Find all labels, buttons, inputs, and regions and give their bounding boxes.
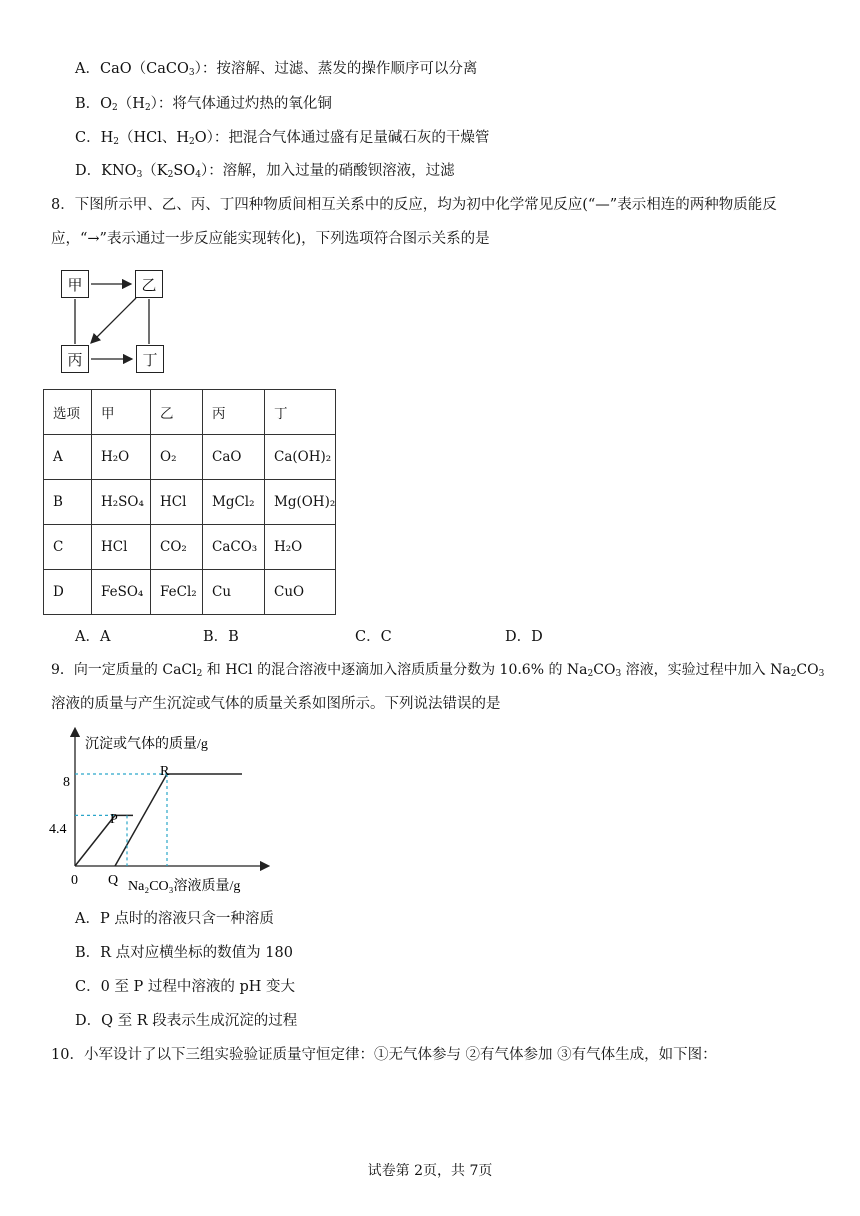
q8-answer-b: B．B xyxy=(203,629,239,645)
table-cell: H₂O xyxy=(92,435,151,480)
header-cell: 选项 xyxy=(44,390,92,435)
x-axis-label: Na₂CO₃溶液质量/g xyxy=(128,879,241,894)
table-cell: CaCO₃ xyxy=(203,525,265,570)
origin-label: 0 xyxy=(71,873,78,888)
table-row xyxy=(44,435,336,480)
node-ding: 丁 xyxy=(136,345,164,373)
q7-option-d: D．$KNO_3(K_2SO_4)$：溶解，加入过量的硝酸钡溶液，过滤 xyxy=(75,163,455,180)
table-cell: C xyxy=(44,525,92,570)
table-cell: CuO xyxy=(265,570,336,615)
q9-stem-line1: 9．向一定质量的 CaCl$_2$ 和 HCl 的混合溶液中逐滴加入溶质质量分数为 10.6% 的 $Na_2CO_3$ 溶液，实验过程中加入 $Na_2CO_3$ xyxy=(51,662,825,679)
table-cell: A xyxy=(44,435,92,480)
q9-option-b: B．R 点对应横坐标的数值为 180 xyxy=(75,945,293,961)
point-label-p: P xyxy=(110,812,118,827)
y-tick-8: 8 xyxy=(63,775,70,790)
table-cell: FeCl₂ xyxy=(151,570,203,615)
point-label-r: R xyxy=(160,764,170,779)
header-cell: 丙 xyxy=(203,390,265,435)
q8-answer-c: C．C xyxy=(355,629,392,645)
point-label-q: Q xyxy=(108,873,119,888)
q8-relation-diagram xyxy=(0,0,200,390)
table-cell: HCl xyxy=(151,480,203,525)
header-cell: 乙 xyxy=(151,390,203,435)
series-1-segment xyxy=(115,774,167,866)
table-cell: Mg(OH)₂ xyxy=(265,480,336,525)
table-header-row xyxy=(44,390,336,435)
q9-option-a: A．P 点时的溶液只含一种溶质 xyxy=(75,911,274,927)
table-cell: HCl xyxy=(92,525,151,570)
table-cell: CO₂ xyxy=(151,525,203,570)
table-cell: Ca(OH)₂ xyxy=(265,435,336,480)
q8-answer-d: D．D xyxy=(505,629,543,645)
q7-option-a: A．CaO（CaCO$_3$）：按溶解、过滤、蒸发的操作顺序可以分离 xyxy=(75,61,478,78)
table-row xyxy=(44,480,336,525)
table-cell: B xyxy=(44,480,92,525)
table-cell: MgCl₂ xyxy=(203,480,265,525)
table-cell: H₂SO₄ xyxy=(92,480,151,525)
table-cell: O₂ xyxy=(151,435,203,480)
q7-option-b: B．$O_2(H_2)$：将气体通过灼热的氧化铜 xyxy=(75,96,332,113)
table-cell: Cu xyxy=(203,570,265,615)
q9-stem-line2: 溶液的质量与产生沉淀或气体的质量关系如图所示。下列说法错误的是 xyxy=(51,696,501,712)
series-0-segment xyxy=(75,815,115,866)
q9-graph xyxy=(40,722,300,902)
q10-stem: 10．小军设计了以下三组实验验证质量守恒定律：①无气体参与 ②有气体参加 ③有气体生成，如下图： xyxy=(51,1047,717,1063)
table-cell: CaO xyxy=(203,435,265,480)
header-cell: 丁 xyxy=(265,390,336,435)
q9-option-c: C．0 至 P 过程中溶液的 pH 变大 xyxy=(75,979,296,995)
table-cell: FeSO₄ xyxy=(92,570,151,615)
table-row xyxy=(44,570,336,615)
node-yi: 乙 xyxy=(135,270,163,298)
y-tick-4.4: 4.4 xyxy=(49,822,67,837)
q8-stem-line2: 应，“→”表示通过一步反应能实现转化)，下列选项符合图示关系的是 xyxy=(51,231,490,247)
q7-option-c: C．$H_2(HCl$、$H_2O$）：把混合气体通过盛有足量碱石灰的干燥管 xyxy=(75,130,490,147)
q8-options-table xyxy=(43,389,336,615)
q8-stem-line1: 8．下图所示甲、乙、丙、丁四种物质间相互关系中的反应，均为初中化学常见反应(“—”表示相连的两种物质能反 xyxy=(51,197,777,213)
y-axis-label: 沉淀或气体的质量/g xyxy=(85,737,208,752)
table-cell: H₂O xyxy=(265,525,336,570)
table-row xyxy=(44,525,336,570)
q9-option-d: D．Q 至 R 段表示生成沉淀的过程 xyxy=(75,1013,298,1029)
q8-answer-a: A．A xyxy=(75,629,111,645)
table-cell: D xyxy=(44,570,92,615)
node-jia: 甲 xyxy=(61,270,89,298)
page-footer: 试卷第 2页，共 7页 xyxy=(367,1163,493,1179)
arrow-yi-bing xyxy=(91,298,136,343)
node-bing: 丙 xyxy=(61,345,89,373)
header-cell: 甲 xyxy=(92,390,151,435)
